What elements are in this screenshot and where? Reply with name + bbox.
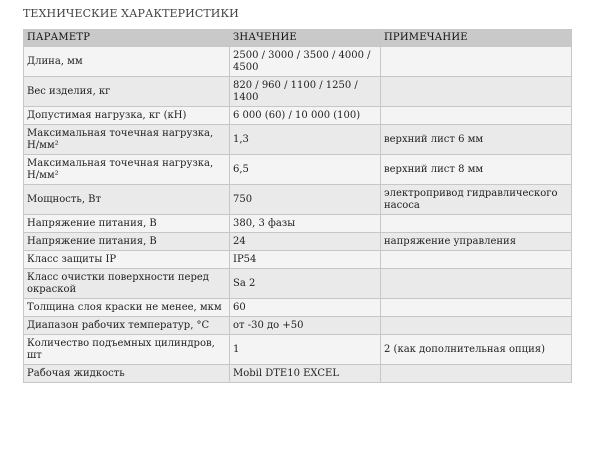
table-row	[24, 317, 572, 335]
value-cell: 750	[230, 185, 381, 215]
table-row	[24, 185, 572, 215]
value-cell: 6 000 (60) / 10 000 (100)	[230, 107, 381, 125]
header-parameter: ПАРАМЕТР	[24, 30, 230, 47]
value-cell: Mobil DTE10 EXCEL	[230, 365, 381, 383]
param-cell: Максимальная точечная нагрузка, Н/мм²	[24, 125, 230, 155]
value-cell: 60	[230, 299, 381, 317]
value-cell: IP54	[230, 251, 381, 269]
note-cell	[381, 107, 572, 125]
param-cell: Напряжение питания, В	[24, 233, 230, 251]
value-cell: 24	[230, 233, 381, 251]
value-cell: 6,5	[230, 155, 381, 185]
param-cell: Допустимая нагрузка, кг (кН)	[24, 107, 230, 125]
note-cell	[381, 251, 572, 269]
value-cell: 2500 / 3000 / 3500 / 4000 / 4500	[230, 47, 381, 77]
param-cell: Максимальная точечная нагрузка, Н/мм²	[24, 155, 230, 185]
value-cell: 1	[230, 335, 381, 365]
note-cell	[381, 317, 572, 335]
value-cell: 1,3	[230, 125, 381, 155]
table-row	[24, 125, 572, 155]
note-cell	[381, 269, 572, 299]
note-cell	[381, 299, 572, 317]
header-value: ЗНАЧЕНИЕ	[230, 30, 381, 47]
param-cell: Класс очистки поверхности перед окраской	[24, 269, 230, 299]
table-row	[24, 365, 572, 383]
table-row	[24, 299, 572, 317]
param-cell: Длина, мм	[24, 47, 230, 77]
value-cell: 380, 3 фазы	[230, 215, 381, 233]
table-header-row	[24, 30, 572, 47]
note-cell: верхний лист 6 мм	[381, 125, 572, 155]
param-cell: Класс защиты IP	[24, 251, 230, 269]
value-cell: 820 / 960 / 1100 / 1250 / 1400	[230, 77, 381, 107]
note-cell: напряжение управления	[381, 233, 572, 251]
spec-section	[23, 7, 571, 383]
param-cell: Количество подъемных цилиндров, шт	[24, 335, 230, 365]
param-cell: Вес изделия, кг	[24, 77, 230, 107]
table-row	[24, 77, 572, 107]
note-cell: электропривод гидравлического насоса	[381, 185, 572, 215]
note-cell	[381, 77, 572, 107]
table-row	[24, 155, 572, 185]
header-note: ПРИМЕЧАНИЕ	[381, 30, 572, 47]
table-row	[24, 269, 572, 299]
note-cell	[381, 47, 572, 77]
table-row	[24, 233, 572, 251]
table-row	[24, 107, 572, 125]
section-title: ТЕХНИЧЕСКИЕ ХАРАКТЕРИСТИКИ	[23, 7, 239, 20]
param-cell: Мощность, Вт	[24, 185, 230, 215]
table-row	[24, 335, 572, 365]
note-cell: верхний лист 8 мм	[381, 155, 572, 185]
value-cell: от -30 до +50	[230, 317, 381, 335]
specs-table	[23, 29, 572, 383]
note-cell	[381, 365, 572, 383]
param-cell: Диапазон рабочих температур, °С	[24, 317, 230, 335]
table-row	[24, 215, 572, 233]
param-cell: Толщина слоя краски не менее, мкм	[24, 299, 230, 317]
param-cell: Напряжение питания, В	[24, 215, 230, 233]
note-cell: 2 (как дополнительная опция)	[381, 335, 572, 365]
note-cell	[381, 215, 572, 233]
value-cell: Sa 2	[230, 269, 381, 299]
param-cell: Рабочая жидкость	[24, 365, 230, 383]
table-row	[24, 251, 572, 269]
table-row	[24, 47, 572, 77]
